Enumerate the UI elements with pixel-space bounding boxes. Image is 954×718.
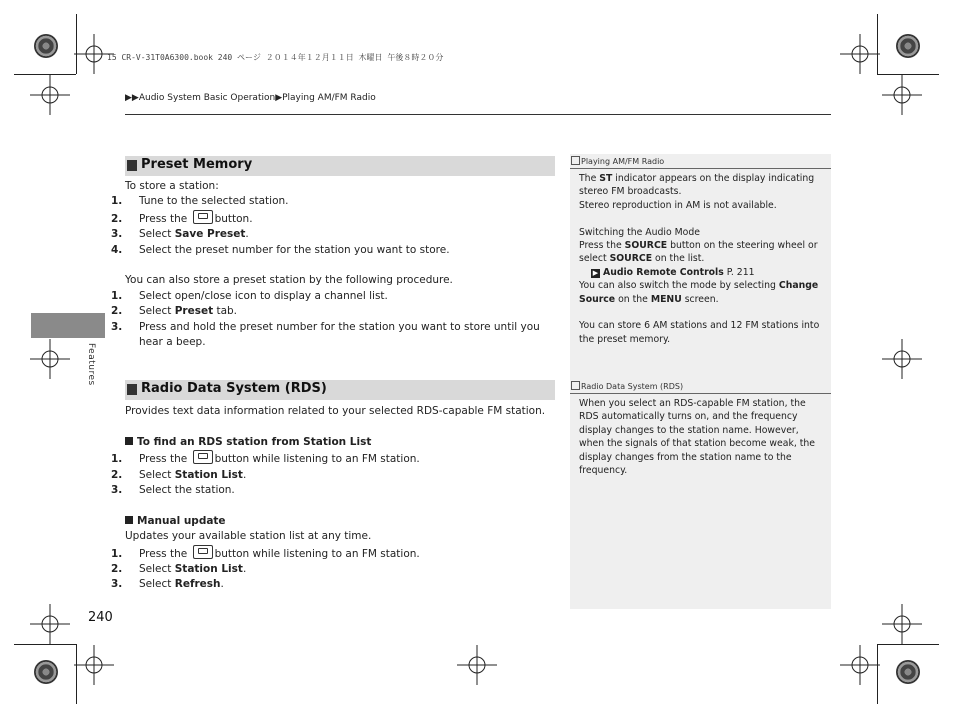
page-number: 240 (88, 610, 113, 625)
crop-line (877, 644, 939, 645)
crop-line (877, 14, 878, 74)
rds-intro: Provides text data information related to your selected RDS-capable FM station. (125, 405, 546, 417)
list-item: 1. Select open/close icon to display a channel list. (111, 289, 388, 302)
breadcrumb-separator: ▶ (275, 93, 283, 103)
registration-mark-icon (882, 75, 922, 115)
color-rosette-icon (34, 34, 58, 58)
list-item: 1. Tune to the selected station. (111, 195, 289, 208)
list-item: 4. Select the preset number for the station you want to store. (111, 243, 450, 256)
crop-line (14, 644, 76, 645)
section-square-icon (127, 160, 137, 171)
bullet-square-icon (125, 437, 133, 445)
preset-alt-intro: You can also store a preset station by the following procedure. (125, 274, 453, 287)
note-rule (570, 168, 831, 169)
breadcrumb-arrows: ▶▶ (125, 93, 139, 103)
registration-mark-icon (30, 339, 70, 379)
header-rule (125, 114, 831, 115)
breadcrumb-parent[interactable]: Audio System Basic Operation (138, 93, 276, 103)
section-heading-rds (125, 380, 555, 400)
rds-body (111, 404, 555, 593)
breadcrumb (125, 93, 376, 103)
menu-button-icon (193, 450, 213, 464)
note-icon (571, 156, 580, 165)
note-rule (570, 393, 831, 394)
registration-mark-icon (840, 34, 880, 74)
list-item: 2. Select Station List. (111, 468, 247, 481)
section-heading-preset (125, 156, 555, 176)
note-heading: Radio Data System (RDS) (571, 381, 683, 391)
subheading: Manual update (125, 514, 555, 529)
section-square-icon (127, 384, 137, 395)
color-rosette-icon (896, 34, 920, 58)
crop-line (14, 74, 76, 75)
crop-line (76, 14, 77, 74)
registration-mark-icon (30, 75, 70, 115)
crop-line (877, 74, 939, 75)
preset-body (111, 179, 555, 350)
registration-mark-icon (30, 604, 70, 644)
color-rosette-icon (34, 660, 58, 684)
list-item: 2. Press the button. (125, 210, 555, 227)
list-item: 1. Press the button while listening to an FM station. (125, 450, 555, 467)
list-item: 3. Select Refresh. (111, 578, 224, 591)
list-item: 2. Select Station List. (111, 563, 247, 576)
color-rosette-icon (896, 660, 920, 684)
subheading: To find an RDS station from Station List (125, 435, 555, 450)
list-item: 3. Select Save Preset. (111, 228, 249, 241)
xref-arrow-icon: ▶ (592, 268, 599, 277)
note-text: When you select an RDS-capable FM station, the RDS automatically turns on, and the frequency display changes to the station name. However, when the signals of that station become weak, the display changes from the station name to the frequency. (579, 398, 815, 477)
note-icon (571, 381, 580, 390)
cross-reference[interactable]: ▶ Audio Remote Controls P. 211 (592, 266, 755, 278)
list-item: 3. Press and hold the preset number for the station you want to store until you hear a beep. (111, 320, 540, 349)
breadcrumb-current: Playing AM/FM Radio (282, 93, 376, 103)
section-title: Radio Data System (RDS) (141, 381, 327, 396)
registration-mark-icon (840, 645, 880, 685)
menu-button-icon (193, 545, 213, 559)
print-info: 15 CR-V-31T0A6300.book 240 ページ ２０１４年１２月１１日 木曜日 午後８時２０分 (107, 53, 444, 62)
section-title: Preset Memory (141, 157, 253, 172)
registration-mark-icon (882, 604, 922, 644)
manual-intro: Updates your available station list at any time. (125, 530, 372, 543)
list-item: 3. Select the station. (111, 484, 235, 497)
note-text: The ST indicator appears on the display indicating stereo FM broadcasts. Stereo reproduction in AM is not available. Switching the Audio Mode Press the SOURCE button on the steering wheel or select SOURCE on the list. ▶ Audio Remote Controls P. 211 You can also switch the mode by selecting Change Source on the MENU screen. You can store 6 AM stations and 12 FM stations into the preset memory. (579, 172, 824, 346)
bullet-square-icon (125, 516, 133, 524)
registration-mark-icon (882, 339, 922, 379)
registration-mark-icon (74, 645, 114, 685)
crop-line (76, 644, 77, 704)
list-item: 2. Select Preset tab. (111, 305, 238, 318)
side-section-label: Features (86, 343, 96, 386)
menu-button-icon (193, 210, 213, 224)
note-heading: Playing AM/FM Radio (571, 156, 664, 166)
preset-intro: To store a station: (125, 180, 219, 192)
list-item: 1. Press the button while listening to an FM station. (125, 545, 555, 562)
registration-mark-icon (457, 645, 497, 685)
side-thumb-tab (31, 313, 105, 338)
crop-line (877, 644, 878, 704)
